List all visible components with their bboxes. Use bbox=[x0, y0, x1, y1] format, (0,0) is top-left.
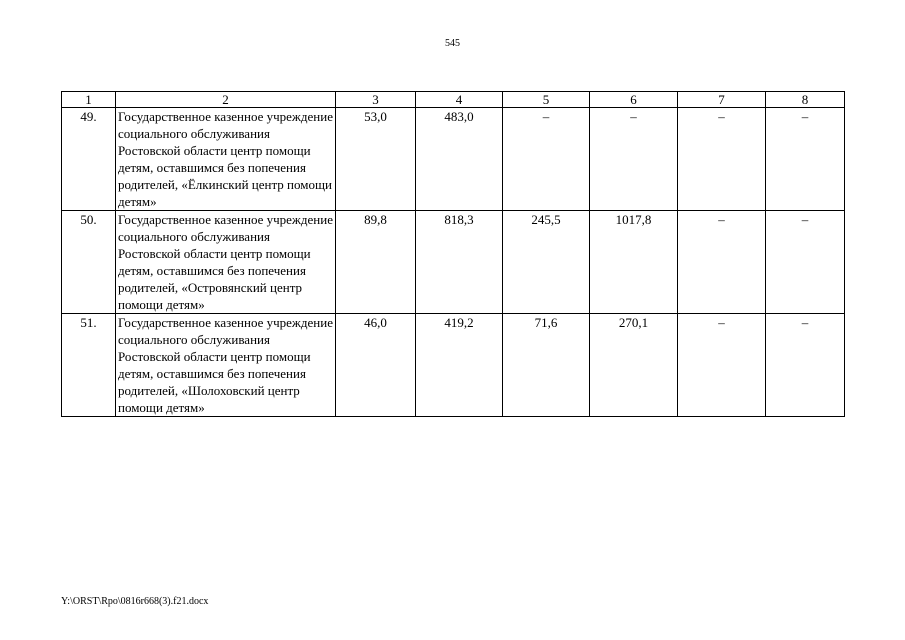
column-header: 6 bbox=[590, 92, 678, 108]
row-number: 51. bbox=[62, 314, 116, 417]
column-header: 3 bbox=[336, 92, 416, 108]
row-number: 49. bbox=[62, 108, 116, 211]
table-row bbox=[62, 211, 845, 314]
column-header: 2 bbox=[116, 92, 336, 108]
value-cell: 419,2 bbox=[416, 314, 503, 417]
value-cell: – bbox=[766, 108, 845, 211]
value-cell: 818,3 bbox=[416, 211, 503, 314]
column-header: 5 bbox=[503, 92, 590, 108]
value-cell: – bbox=[590, 108, 678, 211]
institution-name: Государственное казенное учреждение социального обслуживания Ростовской области центр помощи детям, оставшимся без попечения родителей, «Ёлкинский центр помощи детям» bbox=[116, 108, 336, 211]
institution-name: Государственное казенное учреждение социального обслуживания Ростовской области центр помощи детям, оставшимся без попечения родителей, «Островянский центр помощи детям» bbox=[116, 211, 336, 314]
value-cell: 270,1 bbox=[590, 314, 678, 417]
value-cell: 53,0 bbox=[336, 108, 416, 211]
value-cell: 1017,8 bbox=[590, 211, 678, 314]
value-cell: 483,0 bbox=[416, 108, 503, 211]
value-cell: 71,6 bbox=[503, 314, 590, 417]
column-header: 8 bbox=[766, 92, 845, 108]
value-cell: – bbox=[678, 108, 766, 211]
column-header: 4 bbox=[416, 92, 503, 108]
value-cell: – bbox=[678, 211, 766, 314]
table-row bbox=[62, 108, 845, 211]
value-cell: 245,5 bbox=[503, 211, 590, 314]
page-number: 545 bbox=[445, 38, 460, 49]
value-cell: 46,0 bbox=[336, 314, 416, 417]
column-header: 7 bbox=[678, 92, 766, 108]
value-cell: – bbox=[766, 314, 845, 417]
table-row bbox=[62, 314, 845, 417]
footer-file-path: Y:\ORST\Rpo\0816r668(3).f21.docx bbox=[61, 596, 209, 607]
institution-name: Государственное казенное учреждение социального обслуживания Ростовской области центр помощи детям, оставшимся без попечения родителей, «Шолоховский центр помощи детям» bbox=[116, 314, 336, 417]
value-cell: – bbox=[766, 211, 845, 314]
value-cell: – bbox=[503, 108, 590, 211]
row-number: 50. bbox=[62, 211, 116, 314]
value-cell: – bbox=[678, 314, 766, 417]
column-header: 1 bbox=[62, 92, 116, 108]
value-cell: 89,8 bbox=[336, 211, 416, 314]
data-table bbox=[61, 91, 845, 417]
table-header-row bbox=[62, 92, 845, 108]
